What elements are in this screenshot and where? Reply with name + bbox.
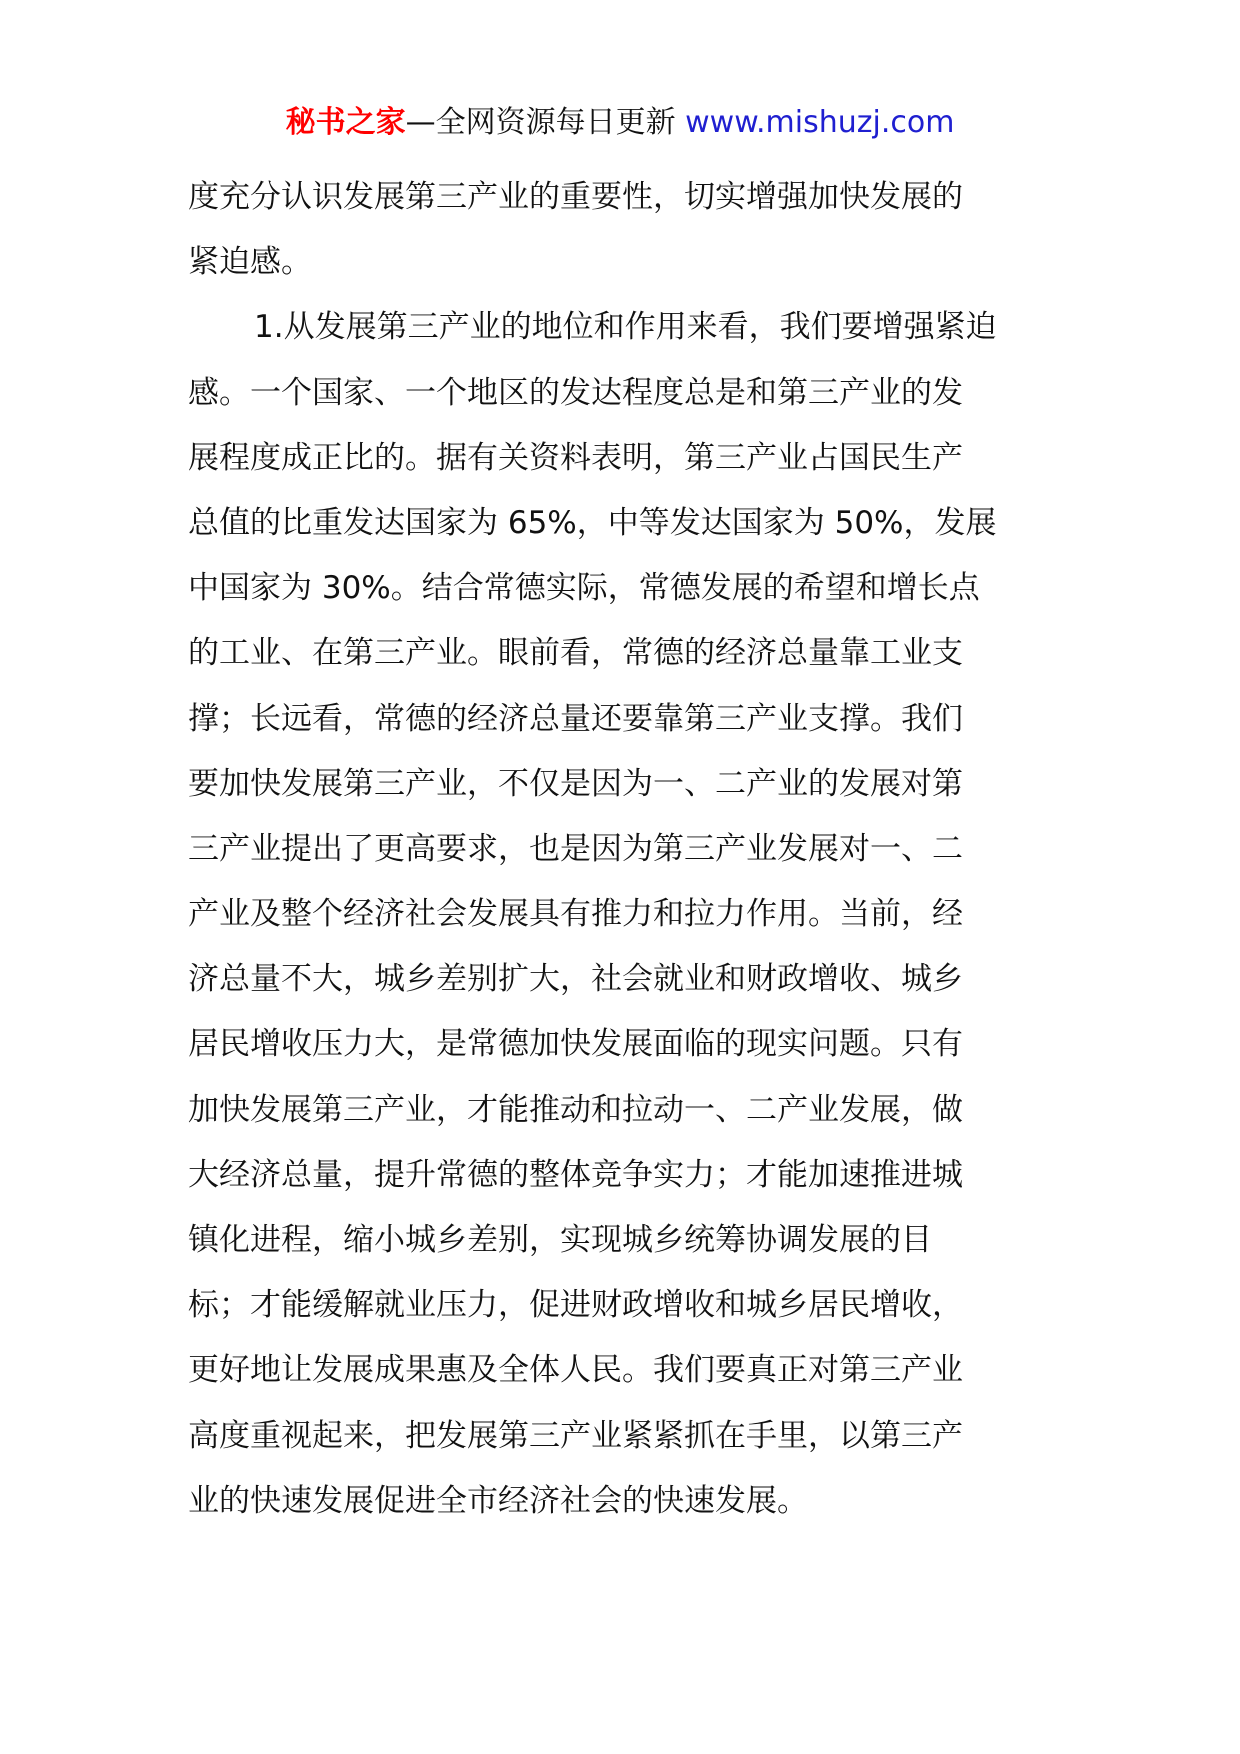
page-header — [0, 103, 1240, 143]
text-line: 感。一个国家、一个地区的发达程度总是和第三产业的发 — [188, 374, 963, 411]
brand-name: 秘书之家 — [285, 105, 406, 140]
text-line: 度充分认识发展第三产业的重要性，切实增强加快发展的 — [188, 179, 963, 215]
text-line: 总值的比重发达国家为 65%，中等发达国家为 50%，发展 — [188, 504, 997, 541]
text-line: 加快发展第三产业，才能推动和拉动一、二产业发展，做 — [188, 1091, 963, 1128]
document-body — [188, 165, 1068, 1534]
text-line: 的工业、在第三产业。眼前看，常德的经济总量靠工业支 — [188, 635, 963, 672]
text-line: 更好地让发展成果惠及全体人民。我们要真正对第三产业 — [188, 1352, 963, 1389]
text-line: 标；才能缓解就业压力，促进财政增收和城乡居民增收， — [188, 1287, 963, 1324]
text-line: 居民增收压力大，是常德加快发展面临的现实问题。只有 — [188, 1026, 963, 1063]
text-line: 三产业提出了更高要求，也是因为第三产业发展对一、二 — [188, 830, 963, 867]
text-line: 济总量不大，城乡差别扩大，社会就业和财政增收、城乡 — [188, 961, 963, 998]
text-line: 要加快发展第三产业，不仅是因为一、二产业的发展对第 — [188, 765, 963, 802]
text-line: 产业及整个经济社会发展具有推力和拉力作用。当前，经 — [188, 896, 963, 933]
header-tagline: —全网资源每日更新 — [405, 105, 686, 140]
text-line: 紧迫感。 — [188, 244, 312, 281]
site-url-link[interactable]: www.mishuzj.com — [685, 105, 955, 140]
text-line: 业的快速发展促进全市经济社会的快速发展。 — [188, 1482, 808, 1519]
paragraph-start-line: 1.从发展第三产业的地位和作用来看，我们要增强紧迫 — [254, 309, 997, 346]
text-line: 镇化进程，缩小城乡差别，实现城乡统筹协调发展的目 — [188, 1222, 932, 1258]
text-line: 中国家为 30%。结合常德实际，常德发展的希望和增长点 — [188, 570, 980, 607]
text-line: 展程度成正比的。据有关资料表明，第三产业占国民生产 — [188, 439, 963, 476]
text-line: 撑；长远看，常德的经济总量还要靠第三产业支撑。我们 — [188, 700, 963, 737]
text-line: 大经济总量，提升常德的整体竞争实力；才能加速推进城 — [188, 1156, 963, 1193]
text-line: 高度重视起来，把发展第三产业紧紧抓在手里，以第三产 — [188, 1417, 963, 1454]
